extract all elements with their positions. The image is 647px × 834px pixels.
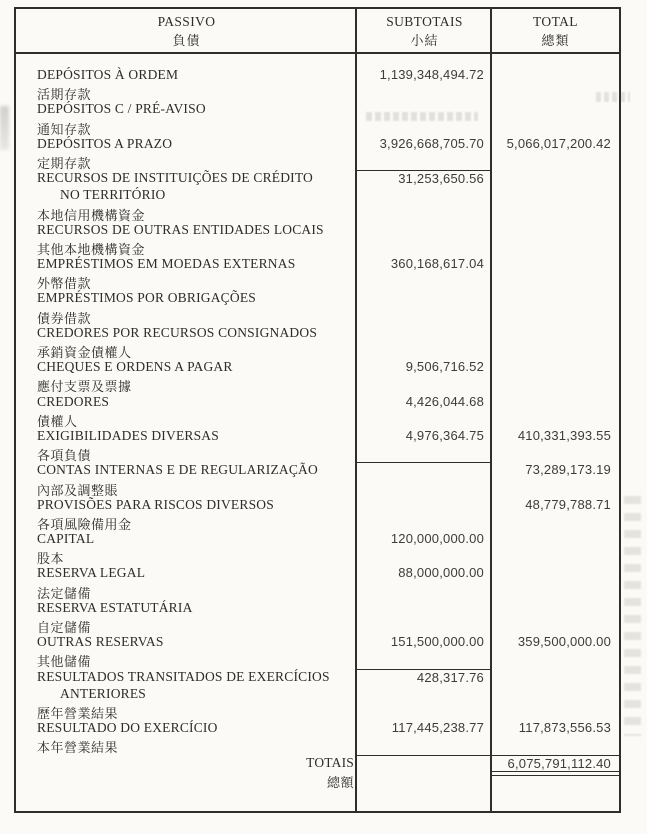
row-label: 活期存款 — [37, 87, 92, 103]
row-label: 承銷資金債權人 — [37, 345, 132, 360]
total-value — [492, 583, 619, 600]
subtotal-value — [357, 480, 492, 497]
subtotal-value — [357, 273, 492, 290]
subtotal-value — [357, 411, 492, 428]
row-label: 自定儲備 — [37, 620, 92, 635]
total-value: 410,331,393.55 — [517, 427, 611, 443]
subtotal-value: 428,317.76 — [357, 669, 492, 686]
total-value — [492, 394, 619, 411]
row-label: DEPÓSITOS C / PRÉ-AVISO — [37, 101, 206, 117]
total-value — [492, 290, 619, 307]
total-value — [492, 617, 619, 634]
total-value — [492, 101, 619, 118]
row-label: ANTERIORES — [60, 685, 146, 701]
total-value — [492, 565, 619, 582]
subtotal-value — [357, 187, 492, 204]
total-value — [492, 342, 619, 359]
row-label: RESERVA LEGAL — [37, 565, 146, 581]
column-header-passivo-zh: 負債 — [172, 32, 201, 48]
total-value — [492, 737, 619, 754]
subtotal-value — [357, 325, 492, 342]
row-label: 各項負債 — [37, 448, 92, 464]
subtotal-value: 360,168,617.04 — [390, 256, 484, 272]
row-label: RECURSOS DE OUTRAS ENTIDADES LOCAIS — [37, 221, 324, 237]
subtotal-value — [357, 462, 492, 479]
total-value — [492, 411, 619, 428]
row-label: 內部及調整賬 — [37, 482, 119, 498]
subtotal-value — [357, 703, 492, 720]
row-label: CAPITAL — [37, 531, 95, 547]
row-label: 債券借款 — [37, 310, 92, 326]
total-value — [492, 772, 619, 789]
row-label: EMPRÉSTIMOS POR OBRIGAÇÕES — [37, 290, 256, 306]
row-label: PROVISÕES PARA RISCOS DIVERSOS — [37, 496, 274, 512]
subtotal-value — [357, 514, 492, 531]
row-label: 應付支票及票據 — [37, 379, 132, 395]
total-value — [492, 651, 619, 668]
total-value — [492, 600, 619, 617]
subtotal-value — [357, 497, 492, 514]
row-label: 本地信用機構資金 — [37, 207, 146, 223]
row-label: 定期存款 — [37, 155, 92, 171]
subtotal-value: 117,445,238.77 — [391, 720, 484, 736]
subtotal-value: 151,500,000.00 — [390, 634, 484, 650]
total-value — [492, 187, 619, 204]
total-value: 359,500,000.00 — [517, 634, 611, 650]
row-label: EMPRÉSTIMOS EM MOEDAS EXTERNAS — [37, 256, 296, 272]
total-value — [492, 308, 619, 325]
total-value — [492, 222, 619, 239]
subtotal-value — [357, 101, 492, 118]
subtotal-value: 4,976,364.75 — [405, 427, 484, 443]
row-label: EXIGIBILIDADES DIVERSAS — [37, 427, 219, 443]
column-header-total-pt: TOTAL — [533, 13, 578, 29]
total-value: 48,779,788.71 — [525, 496, 611, 512]
subtotal-value — [357, 376, 492, 393]
total-value — [492, 686, 619, 703]
subtotal-value — [357, 772, 492, 789]
total-value — [492, 170, 619, 187]
total-value — [492, 119, 619, 136]
total-value — [492, 205, 619, 222]
row-label: 通知存款 — [37, 121, 92, 137]
subtotal-value — [357, 222, 492, 239]
subtotal-value — [357, 119, 492, 136]
total-value: 5,066,017,200.42 — [506, 135, 611, 151]
row-label: RESERVA ESTATUTÁRIA — [37, 599, 193, 615]
subtotal-value: 120,000,000.00 — [390, 531, 484, 547]
row-label: CONTAS INTERNAS E DE REGULARIZAÇÃO — [37, 462, 318, 478]
scan-artifact — [624, 496, 641, 736]
subtotal-value: 88,000,000.00 — [398, 565, 484, 581]
subtotal-value: 31,253,650.56 — [357, 170, 492, 187]
row-label: 各項風險備用金 — [37, 516, 132, 532]
column-header-total-zh: 總類 — [541, 32, 570, 48]
subtotal-value — [357, 239, 492, 256]
subtotal-value: 4,426,044.68 — [405, 393, 484, 409]
total-value: 73,289,173.19 — [525, 462, 611, 478]
column-header-total — [492, 9, 619, 52]
total-value — [492, 153, 619, 170]
row-label: 債權人 — [37, 413, 78, 429]
total-value — [492, 703, 619, 720]
row-label: 股本 — [37, 551, 65, 567]
total-value — [492, 480, 619, 497]
subtotal-value — [357, 651, 492, 668]
subtotal-value — [357, 342, 492, 359]
subtotal-value — [357, 308, 492, 325]
total-value — [492, 239, 619, 256]
row-label: RECURSOS DE INSTITUIÇÕES DE CRÉDITO — [37, 170, 314, 186]
subtotal-value — [357, 205, 492, 222]
liabilities-table — [14, 7, 621, 813]
total-value — [492, 531, 619, 548]
total-value — [492, 445, 619, 462]
row-label: 其他本地機構資金 — [37, 241, 146, 257]
column-header-passivo-pt: PASSIVO — [157, 13, 216, 29]
total-value — [492, 256, 619, 273]
total-value — [492, 359, 619, 376]
total-value — [492, 669, 619, 686]
row-label: 外幣借款 — [37, 276, 92, 292]
subtotal-value — [357, 445, 492, 462]
total-value: 6,075,791,112.40 — [492, 755, 619, 772]
row-label: CHEQUES E ORDENS A PAGAR — [37, 359, 233, 375]
total-value — [492, 273, 619, 290]
total-value: 117,873,556.53 — [518, 720, 611, 736]
row-label: 歷年營業結果 — [37, 705, 119, 721]
row-label: 總額 — [326, 774, 354, 790]
subtotal-value: 3,926,668,705.70 — [379, 135, 484, 151]
row-label: RESULTADO DO EXERCÍCIO — [37, 720, 218, 736]
subtotal-value — [357, 84, 492, 101]
row-label: NO TERRITÓRIO — [60, 187, 166, 203]
column-divider-line — [355, 9, 357, 811]
column-header-subtotais-zh: 小結 — [410, 32, 439, 48]
row-label: TOTAIS — [306, 754, 354, 770]
row-label: DEPÓSITOS À ORDEM — [37, 67, 179, 82]
row-label: 本年營業結果 — [37, 740, 119, 756]
row-label: DEPÓSITOS A PRAZO — [37, 135, 173, 151]
total-value — [492, 514, 619, 531]
table-header-row — [16, 9, 619, 54]
total-value — [492, 84, 619, 101]
subtotal-value — [357, 686, 492, 703]
subtotal-value — [357, 617, 492, 634]
scan-artifact — [0, 106, 9, 150]
row-label: OUTRAS RESERVAS — [37, 634, 164, 650]
subtotal-value — [357, 755, 492, 772]
row-label: 法定儲備 — [37, 585, 92, 601]
total-value — [492, 548, 619, 565]
total-value — [492, 325, 619, 342]
column-divider-line — [490, 9, 492, 811]
subtotal-value — [357, 548, 492, 565]
row-label: CREDORES POR RECURSOS CONSIGNADOS — [37, 324, 318, 340]
total-value — [492, 67, 619, 84]
table-body — [16, 54, 619, 811]
subtotal-value — [357, 600, 492, 617]
column-header-subtotais — [357, 9, 492, 52]
subtotal-value: 9,506,716.52 — [405, 359, 484, 375]
subtotal-value — [357, 153, 492, 170]
row-label: RESULTADOS TRANSITADOS DE EXERCÍCIOS — [37, 668, 330, 684]
subtotal-value: 1,139,348,494.72 — [379, 67, 484, 82]
subtotal-value — [357, 737, 492, 754]
column-header-passivo — [16, 9, 357, 52]
subtotal-value — [357, 583, 492, 600]
column-header-subtotais-pt: SUBTOTAIS — [386, 13, 463, 29]
total-value — [492, 376, 619, 393]
row-label: 其他儲備 — [37, 654, 92, 670]
subtotal-value — [357, 290, 492, 307]
row-label: CREDORES — [37, 393, 110, 409]
